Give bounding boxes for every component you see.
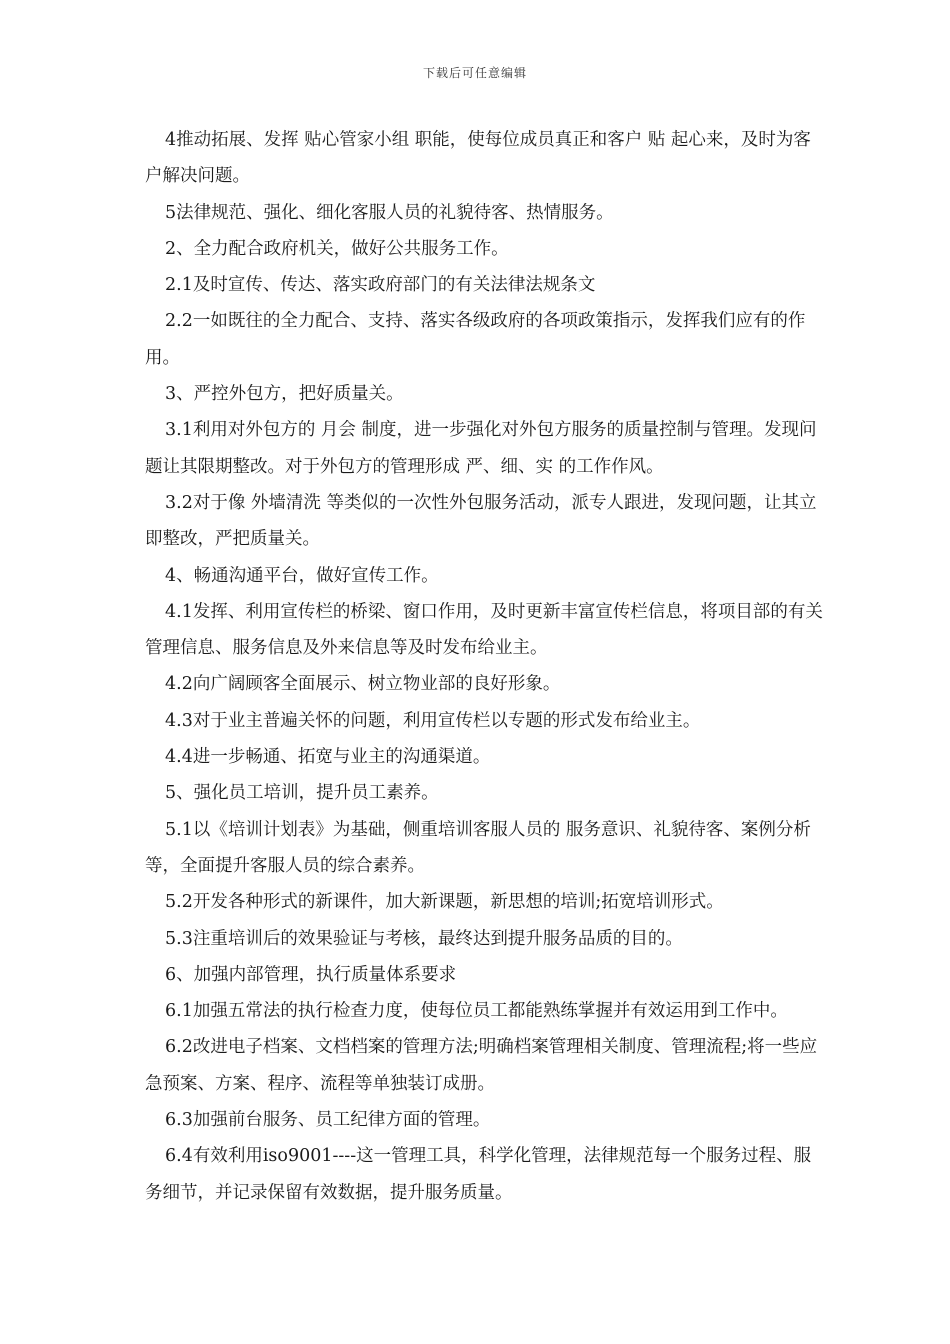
paragraph: 4.1发挥、利用宣传栏的桥梁、窗口作用，及时更新丰富宣传栏信息，将项目部的有关管理信息、服务信息及外来信息等及时发布给业主。 [145,601,823,659]
paragraph: 4.4进一步畅通、拓宽与业主的沟通渠道。 [165,747,491,768]
paragraph: 6.2改进电子档案、文档档案的管理方法;明确档案管理相关制度、管理流程;将一些应急预案、方案、程序、流程等单独装订成册。 [145,1037,818,1094]
paragraph: 6.4有效利用iso9001----这一管理工具，科学化管理，法律规范每一个服务过程、服务细节，并记录保留有效数据，提升服务质量。 [145,1146,812,1203]
paragraph: 4、畅通沟通平台，做好宣传工作。 [165,565,439,586]
paragraph: 5法律规范、强化、细化客服人员的礼貌待客、热情服务。 [165,202,614,223]
paragraph: 2、全力配合政府机关，做好公共服务工作。 [165,238,509,259]
paragraph: 5.1以《培训计划表》为基础，侧重培训客服人员的 服务意识、礼貌待客、案例分析 等，全面提升客服人员的综合素养。 [145,819,811,876]
document-body [145,122,825,1211]
paragraph: 2.1及时宣传、传达、落实政府部门的有关法律法规条文 [165,275,596,296]
paragraph: 5.3注重培训后的效果验证与考核，最终达到提升服务品质的目的。 [165,928,683,949]
paragraph: 6、加强内部管理，执行质量体系要求 [165,964,457,985]
paragraph: 3、严控外包方，把好质量关。 [165,384,404,405]
paragraph: 6.1加强五常法的执行检查力度，使每位员工都能熟练掌握并有效运用到工作中。 [165,1001,788,1022]
paragraph: 3.1利用对外包方的 月会 制度，进一步强化对外包方服务的质量控制与管理。发现问题让其限期整改。对于外包方的管理形成 严、细、实 的工作作风。 [145,420,817,477]
paragraph: 3.2对于像 外墙清洗 等类似的一次性外包服务活动，派专人跟进，发现问题，让其立即整改，严把质量关。 [145,492,817,550]
paragraph: 4推动拓展、发挥 贴心管家小组 职能，使每位成员真正和客户 贴 起心来，及时为客户解决问题。 [145,130,811,187]
paragraph: 5、强化员工培训，提升员工素养。 [165,783,439,804]
page-header: 下载后可任意编辑 [422,66,527,80]
paragraph: 4.3对于业主普遍关怀的问题，利用宣传栏以专题的形式发布给业主。 [165,710,701,731]
paragraph: 5.2开发各种形式的新课件，加大新课题，新思想的培训;拓宽培训形式。 [165,892,724,913]
paragraph: 6.3加强前台服务、员工纪律方面的管理。 [165,1110,491,1131]
paragraph: 2.2一如既往的全力配合、支持、落实各级政府的各项政策指示，发挥我们应有的作用。 [145,311,806,368]
paragraph: 4.2向广阔顾客全面展示、树立物业部的良好形象。 [165,674,561,695]
